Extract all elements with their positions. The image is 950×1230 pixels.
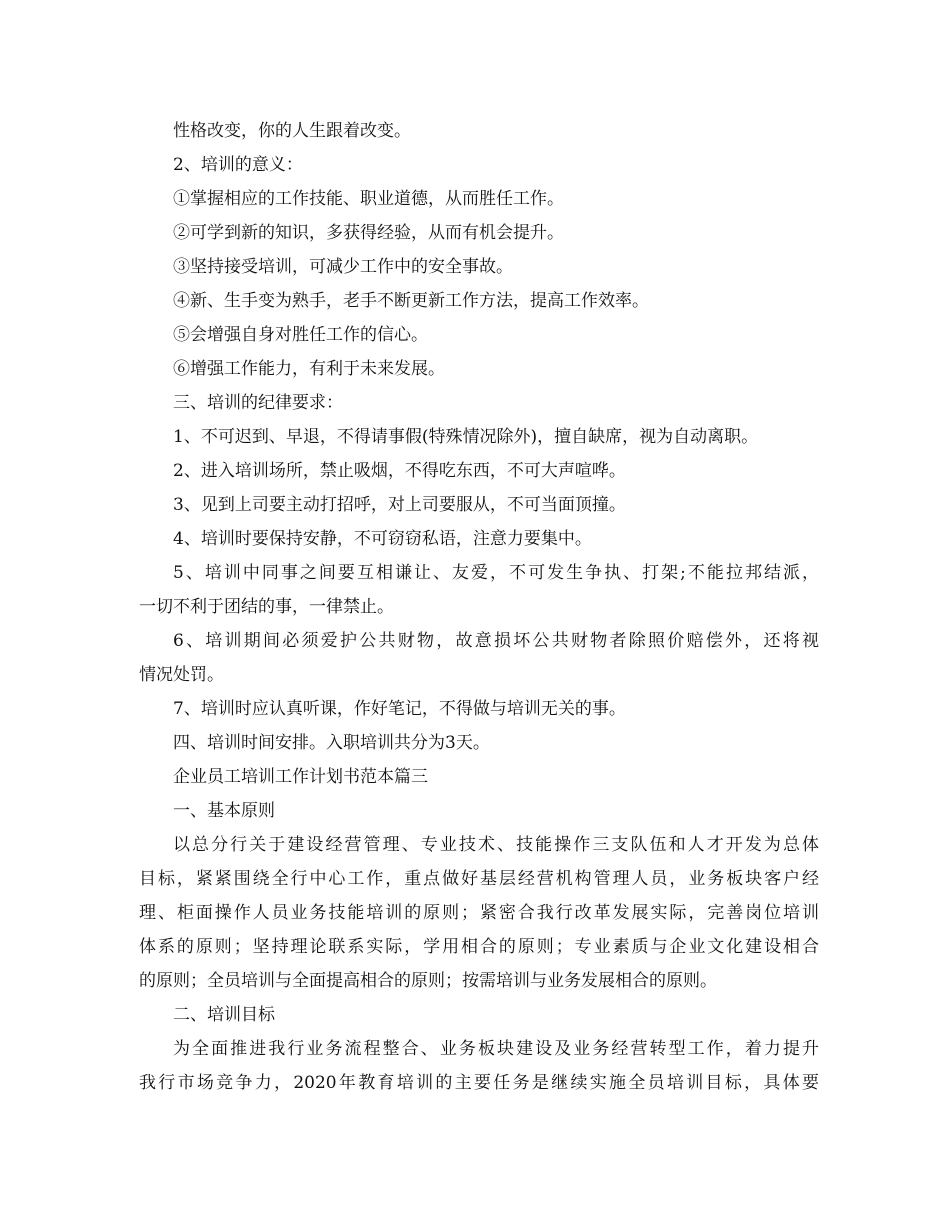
list-item: ⑥增强工作能力，有利于未来发展。 — [173, 359, 445, 379]
list-item: ②可学到新的知识，多获得经验，从而有机会提升。 — [173, 223, 564, 243]
list-item: 3、见到上司要主动打招呼，对上司要服从，不可当面顶撞。 — [173, 495, 626, 515]
list-item: 6、培训期间必须爱护公共财物，故意损坏公共财物者除照价赔偿外，还将视 — [173, 631, 819, 651]
list-item-continuation: 情况处罚。 — [139, 665, 224, 685]
paragraph-line: 以总分行关于建设经营管理、专业技术、技能操作三支队伍和人才开发为总体 — [173, 835, 819, 855]
section-heading: 2、培训的意义： — [173, 155, 303, 175]
list-item: 4、培训时要保持安静，不可窃窃私语，注意力要集中。 — [173, 529, 592, 549]
paragraph-line: 为全面推进我行业务流程整合、业务板块建设及业务经营转型工作，着力提升 — [173, 1039, 819, 1059]
list-item: ⑤会增强自身对胜任工作的信心。 — [173, 325, 428, 345]
list-item: 5、培训中同事之间要互相谦让、友爱，不可发生争执、打架;不能拉邦结派， — [173, 563, 819, 583]
section-heading: 三、培训的纪律要求： — [173, 393, 343, 413]
section-heading: 一、基本原则 — [173, 801, 275, 821]
list-item: ①掌握相应的工作技能、职业道德，从而胜任工作。 — [173, 189, 564, 209]
list-item: 1、不可迟到、早退，不得请事假(特殊情况除外)，擅自缺席，视为自动离职。 — [173, 427, 759, 447]
section-heading: 二、培训目标 — [173, 1005, 275, 1025]
section-heading: 四、培训时间安排。入职培训共分为3天。 — [173, 733, 490, 753]
paragraph-line: 我行市场竞争力，2020年教育培训的主要任务是继续实施全员培训目标，具体要 — [139, 1073, 819, 1093]
article-title: 企业员工培训工作计划书范本篇三 — [173, 767, 428, 787]
paragraph-line: 性格改变，你的人生跟着改变。 — [173, 121, 411, 141]
paragraph-line: 的原则；全员培训与全面提高相合的原则；按需培训与业务发展相合的原则。 — [139, 971, 717, 991]
document-body — [139, 114, 819, 1100]
paragraph-line: 目标，紧紧围绕全行中心工作，重点做好基层经营机构管理人员，业务板块客户经 — [139, 869, 819, 889]
paragraph-line: 理、柜面操作人员业务技能培训的原则；紧密合我行改革发展实际，完善岗位培训 — [139, 903, 819, 923]
list-item: 2、进入培训场所，禁止吸烟，不得吃东西，不可大声喧哗。 — [173, 461, 626, 481]
paragraph-line: 体系的原则；坚持理论联系实际，学用相合的原则；专业素质与企业文化建设相合 — [139, 937, 819, 957]
list-item: ④新、生手变为熟手，老手不断更新工作方法，提高工作效率。 — [173, 291, 649, 311]
list-item: 7、培训时应认真听课，作好笔记，不得做与培训无关的事。 — [173, 699, 626, 719]
list-item: ③坚持接受培训，可减少工作中的安全事故。 — [173, 257, 513, 277]
list-item-continuation: 一切不利于团结的事，一律禁止。 — [139, 597, 394, 617]
